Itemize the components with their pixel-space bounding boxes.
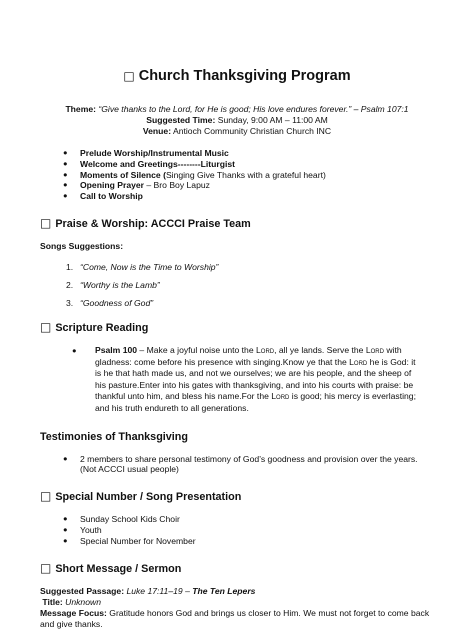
box-glyph-icon: □ [123,69,135,83]
lord-word: Lord [271,391,290,402]
list-item [66,279,434,290]
venue-label: Venue: [142,126,172,136]
order-rest: – Bro Boy Lapuz [144,180,210,191]
box-glyph-icon: □ [40,560,52,575]
section-heading-scripture [40,320,434,334]
sermon-title-line [40,597,434,608]
scripture-ref: Psalm 100 [95,344,138,355]
order-rest: Singing Give Thanks with a grateful heart) [165,169,326,180]
testimonies-list [40,454,434,476]
passage-label: Suggested Passage: [40,585,125,596]
message-heading: Short Message / Sermon [55,562,182,575]
focus-text: Gratitude honors God and brings us closer to Him. We must not forget to come back and give thanks. [40,607,430,629]
scripture-text: he is God: it is he that hath made us, and not we ourselves; we are his people, and the sheep of his pasture.Enter into his gates with thanksgiving, and into his courts with praise: be thankful unto him, and bless his name.For the [95,356,416,402]
theme-label: Theme: [65,104,96,114]
focus-label: Message Focus: [40,607,107,618]
lord-word: Lord [365,344,384,355]
song-title: “Goodness of God” [80,297,154,308]
time-text: Sunday, 9:00 AM – 11:00 AM [217,115,328,125]
scripture-passage [40,345,434,415]
time-line [40,115,434,126]
box-glyph-icon: □ [40,319,52,334]
song-number: 1. [66,261,74,272]
order-label: Call to Worship [80,191,143,202]
order-of-service-list [40,148,434,202]
theme-line [40,104,434,115]
list-item [66,297,434,308]
program-info [40,104,434,137]
message-details [40,586,434,630]
order-label: Moments of Silence ( [80,169,166,180]
venue-text: Antioch Community Christian Church INC [173,126,332,136]
list-item [80,159,434,170]
list-item [80,170,434,181]
songs-list [40,262,434,308]
passage-title: The Ten Lepers [192,585,256,596]
list-item: ● Youth [80,525,434,536]
song-number: 3. [66,297,74,308]
scripture-heading: Scripture Reading [55,321,149,334]
list-item [66,261,434,272]
special-heading: Special Number / Song Presentation [55,491,242,504]
passage-line [40,586,434,597]
box-glyph-icon: □ [40,489,52,504]
passage-ref: Luke 17:11–19 [124,585,183,596]
songs-label: Songs Suggestions: [40,240,124,251]
order-label: Prelude Worship/Instrumental Music [80,148,229,158]
song-title: “Worthy is the Lamb” [80,279,160,290]
section-heading-special [40,489,434,503]
list-item [80,180,434,191]
title-text: Church Thanksgiving Program [138,68,351,84]
venue-line [40,126,434,137]
scripture-text: , all ye lands. Serve the [274,344,366,355]
praise-heading: Praise & Worship: ACCCI Praise Team [55,217,251,230]
lord-word: Lord [256,344,275,355]
special-list [40,514,434,546]
section-heading-message [40,561,434,575]
focus-line [40,608,434,630]
list-item: ● 2 members to share personal testimony of God’s goodness and provision over the years. (Not ACCCI usual people) [80,454,418,476]
passage-sep: – [182,585,193,596]
scripture-text: with gladness: come before his presence with singing.Know ye that the [95,344,402,367]
list-item [80,148,434,159]
time-label: Suggested Time: [146,115,216,125]
theme-text: “Give thanks to the Lord, for He is good; His love endures forever.” – Psalm 107:1 [98,104,409,114]
lord-word: Lord [349,356,368,367]
scripture-text: is good; his mercy is everlasting; and his truth endureth to all generations. [95,391,416,413]
box-glyph-icon: □ [40,215,52,230]
order-label: Opening Prayer [80,180,144,191]
list-item [80,191,434,202]
scripture-text: – Make a joyful noise unto the [137,344,256,355]
sermon-title-value: Unknown [62,596,101,607]
song-number: 2. [66,279,74,290]
song-title: “Come, Now is the Time to Worship” [80,261,219,272]
section-heading-testimonies [40,431,434,443]
testimonies-heading: Testimonies of Thanksgiving [40,430,188,443]
order-label: Welcome and Greetings--------Liturgist [80,158,236,169]
section-heading-praise [40,216,434,230]
list-item: ● Sunday School Kids Choir [80,514,434,525]
page-title [40,68,434,84]
list-item: ● Special Number for November [80,536,434,547]
sermon-title-label: Title: [42,596,63,607]
